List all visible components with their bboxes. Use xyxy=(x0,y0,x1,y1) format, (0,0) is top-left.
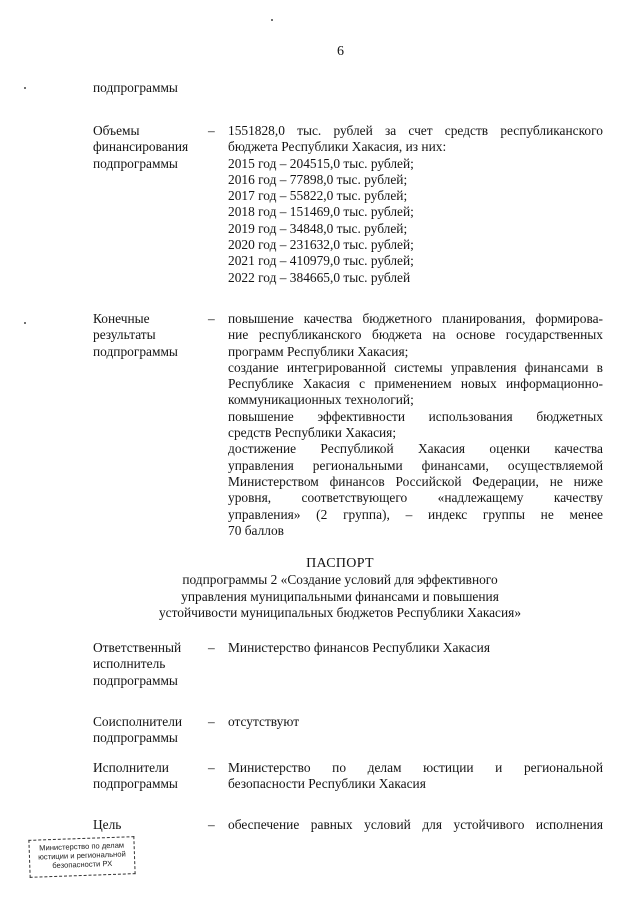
passport-title: ПАСПОРТ xyxy=(306,556,374,571)
results-line: Министерством финансов Российской Федерации, не ниже xyxy=(228,473,603,489)
page-number: 6 xyxy=(337,44,344,59)
stamp-line: Министерство по делам xyxy=(39,840,125,853)
results-line: создание интегрированной системы управления финансами в xyxy=(228,359,603,375)
executors-dash: – xyxy=(208,760,215,775)
results-line: повышение качества бюджетного планирования, формирова- xyxy=(228,311,603,326)
results-line: 70 баллов xyxy=(228,522,284,538)
passport-subtitle-line: управления муниципальными финансами и повышения xyxy=(181,588,499,604)
coexecutors-value: отсутствуют xyxy=(228,714,300,729)
results-label: Конечные результаты подпрограммы xyxy=(93,311,178,359)
financing-year-line: 2017 год – 55822,0 тыс. рублей; xyxy=(228,188,408,204)
results-line: достижение Республикой Хакасия оценки качества xyxy=(228,441,603,457)
results-line: ние республиканского бюджета на основе государственных xyxy=(228,327,603,343)
results-line: повышение эффективности использования бюджетных xyxy=(228,408,603,424)
scan-speck xyxy=(271,19,273,21)
goal-value: обеспечение равных условий для устойчивого исполнения xyxy=(228,817,603,832)
responsible-value: Министерство финансов Республики Хакасия xyxy=(228,640,490,655)
coexecutors-dash: – xyxy=(208,714,215,729)
financing-dash: – xyxy=(208,123,215,138)
results-line: коммуникационных технологий; xyxy=(228,392,414,408)
executors-value: Министерство по делам юстиции и региональной безопасности Республики Хакасия xyxy=(228,760,603,792)
results-line: Республике Хакасия с применением новых информационно- xyxy=(228,376,603,392)
results-dash: – xyxy=(208,311,215,326)
results-line: управления региональными финансами, осуществляемой xyxy=(228,457,603,473)
results-value xyxy=(228,311,603,539)
responsible-label: Ответственный исполнитель подпрограммы xyxy=(93,640,182,688)
passport-heading xyxy=(40,556,640,621)
results-line: программ Республики Хакасия; xyxy=(228,343,409,359)
results-line: средств Республики Хакасия; xyxy=(228,425,397,441)
results-line: уровня, соответствующего «надлежащему качеству xyxy=(228,490,603,506)
goal-label: Цель xyxy=(93,817,122,832)
top-label: подпрограммы xyxy=(93,80,178,95)
executors-label: Исполнители подпрограммы xyxy=(93,760,178,792)
financing-year-line: 2015 год – 204515,0 тыс. рублей; xyxy=(228,155,414,171)
financing-year-line: 2019 год – 34848,0 тыс. рублей; xyxy=(228,220,408,236)
financing-year-line: 2021 год – 410979,0 тыс. рублей; xyxy=(228,253,414,269)
financing-label: Объемы финансирования подпрограммы xyxy=(93,123,189,171)
financing-year-line: 2022 год – 384665,0 тыс. рублей xyxy=(228,269,411,285)
financing-year-line: 2020 год – 231632,0 тыс. рублей; xyxy=(228,237,414,253)
passport-subtitle-line: устойчивости муниципальных бюджетов Республики Хакасия» xyxy=(158,604,522,620)
scan-speck xyxy=(24,322,26,324)
ministry-stamp xyxy=(28,836,135,878)
financing-year-line: 2016 год – 77898,0 тыс. рублей; xyxy=(228,171,408,187)
financing-line: бюджета Республики Хакасия, из них: xyxy=(228,139,447,155)
coexecutors-label: Соисполнители подпрограммы xyxy=(93,714,183,746)
stamp-line: безопасности РХ xyxy=(52,858,113,871)
financing-line: 1551828,0 тыс. рублей за счет средств республиканского xyxy=(228,123,603,138)
stamp-line: юстиции и региональной xyxy=(37,849,126,862)
financing-value xyxy=(228,123,603,286)
responsible-dash: – xyxy=(208,640,215,655)
goal-dash: – xyxy=(208,817,215,832)
passport-subtitle-line: подпрограммы 2 «Создание условий для эффективного xyxy=(182,572,498,588)
scan-speck xyxy=(24,87,26,89)
results-line: управления» (2 группа), – индекс группы не менее xyxy=(228,506,603,522)
financing-year-line: 2018 год – 151469,0 тыс. рублей; xyxy=(228,204,414,220)
